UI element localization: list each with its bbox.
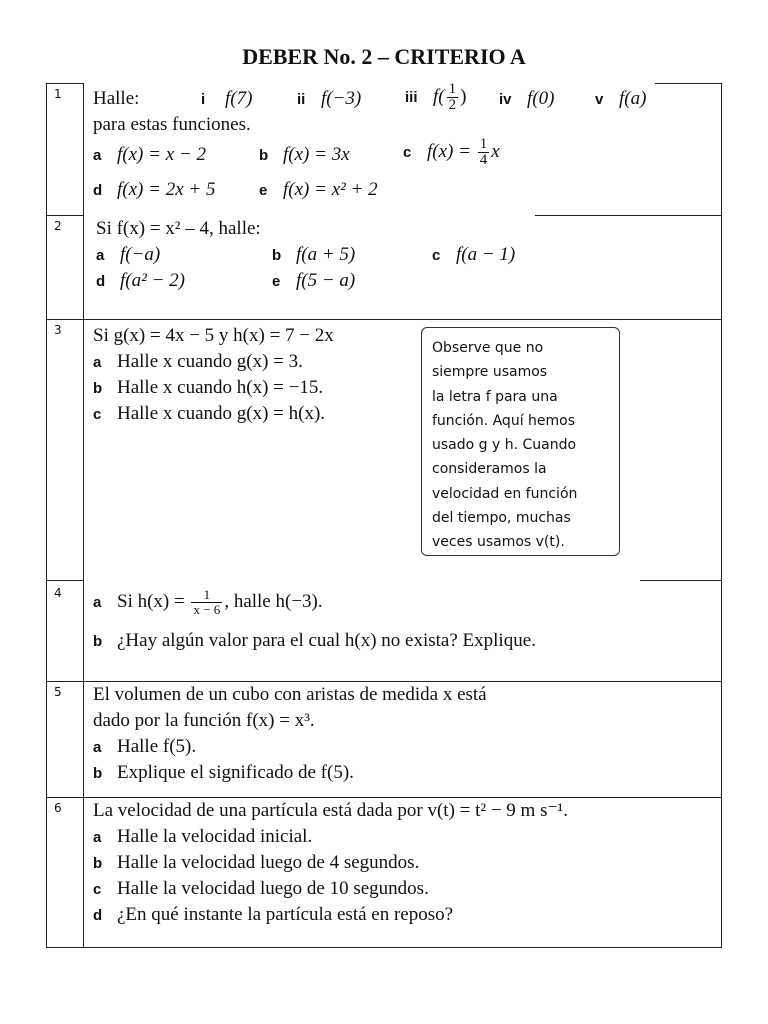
q5-line1: El volumen de un cubo con aristas de medida x está: [93, 684, 487, 705]
question-number: 5: [54, 685, 62, 699]
q3-intro: Si g(x) = 4x − 5 y h(x) = 7 − 2x: [93, 325, 334, 346]
q1-intro: Halle:: [93, 88, 140, 109]
question-number: 1: [54, 87, 62, 101]
question-number: 4: [54, 586, 62, 600]
question-3: Si g(x) = 4x − 5 y h(x) = 7 − 2x a Halle x cuando g(x) = 3. b Halle x cuando h(x) = −15. c Halle x cuando g(x) = h(x).: [93, 323, 413, 427]
question-number: 6: [54, 801, 62, 815]
q1-line2: para estas funciones.: [93, 114, 251, 135]
question-4: a Si h(x) = $\frac{1}{x - 6}$ , halle h(−3). b ¿Hay algún valor para el cual h(x) no exista? Explique.: [93, 587, 536, 651]
page-title: DEBER No. 2 – CRITERIO A: [242, 44, 526, 69]
question-5: El volumen de un cubo con aristas de medida x está dado por la función f(x) = x³. a Halle f(5). b Explique el significado de f(5).: [93, 682, 693, 786]
question-6: La velocidad de una partícula está dada por v(t) = t² − 9 m s⁻¹. a Halle la velocidad inicial. b Halle la velocidad luego de 4 segundos. c Halle la velocidad luego de 10 segundos. d ¿En qué instante la partícula está en reposo?: [93, 798, 713, 928]
q2-intro: Si f(x) = x² – 4, halle:: [96, 218, 261, 239]
question-1: Halle: i f(7) ii f(−3) iii f( $\frac{1}{2}$ ) iv f(0) v f(a) para estas funciones. a f(x) = x − 2 b f(x) = 3x c f(x) = $\frac{1}{4}$ x d f(x) = 2x + 5 e f(x) = x² + 2: [93, 86, 713, 203]
question-2: Si f(x) = x² – 4, halle: a f(−a) b f(a + 5) c f(a − 1) d f(a² − 2) e f(5 − a): [96, 216, 696, 294]
q5-line2: dado por la función f(x) = x³.: [93, 710, 315, 731]
question-number: 2: [54, 219, 62, 233]
q6-intro: La velocidad de una partícula está dada por v(t) = t² − 9 m s⁻¹.: [93, 800, 568, 821]
question-number: 3: [54, 323, 62, 337]
q3-note-box: Observe que no siempre usamos la letra f para una función. Aquí hemos usado g y h. Cuando consideramos la velocidad en función del tiempo, muchas veces usamos v(t).: [421, 327, 620, 556]
